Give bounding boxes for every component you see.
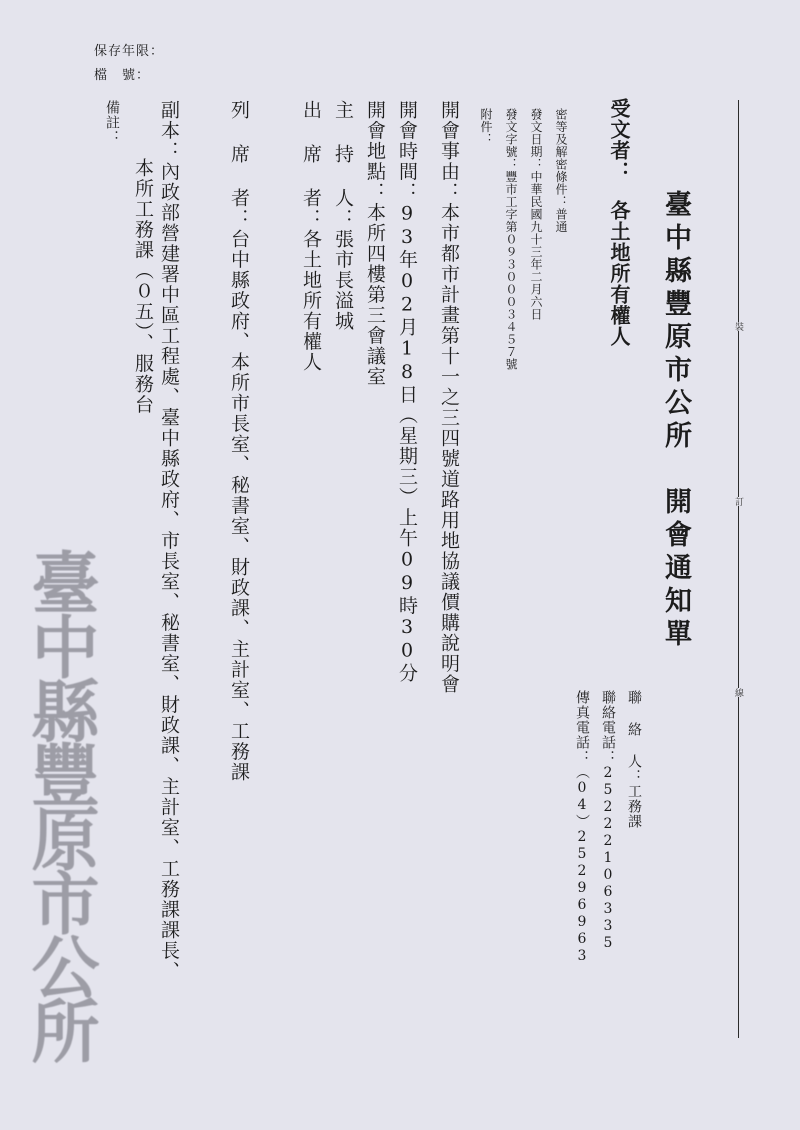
file-number-label: 檔 號： bbox=[94, 68, 151, 83]
binding-mark-3: 線 bbox=[733, 688, 743, 697]
meeting-subject: 開會事由：本市都市計畫第十一之三四號道路用地協議價購說明會 bbox=[438, 100, 460, 695]
document-number: 發文字號：豐市工字第０９３０００３４５７號 bbox=[504, 108, 518, 371]
remarks-label: 備註： bbox=[104, 100, 120, 145]
binding-mark-1: 裝 bbox=[733, 322, 743, 331]
recipient-label: 受文者： bbox=[607, 98, 631, 182]
copies-line-2: 本所工務課（０五）、服務台 bbox=[132, 158, 154, 415]
meeting-location: 開會地點：本所四樓第三會議室 bbox=[364, 100, 386, 387]
issue-date: 發文日期：中華民國九十三年二月六日 bbox=[529, 108, 543, 321]
security-level: 密等及解密條件：普通 bbox=[554, 108, 568, 233]
recipient-line bbox=[605, 98, 634, 347]
meeting-attendees: 出 席 者：各土地所有權人 bbox=[300, 100, 322, 373]
contact-phone: 聯絡電話：25222106335 bbox=[600, 690, 616, 952]
binding-mark-2: 訂 bbox=[733, 497, 743, 506]
meeting-chair: 主 持 人：張市長溢城 bbox=[332, 100, 354, 332]
retention-label: 保存年限： bbox=[94, 44, 165, 59]
contact-person: 聯 絡 人：工務課 bbox=[626, 690, 642, 829]
contact-fax: 傳真電話：（04）25296963 bbox=[574, 690, 590, 965]
attachments: 附件： bbox=[479, 108, 493, 146]
meeting-observers: 列 席 者：台中縣政府、本所市長室、秘書室、財政課、主計室、工務課 bbox=[228, 100, 250, 783]
official-seal-stamp: 臺中縣豐原市公所 bbox=[20, 548, 100, 1060]
meeting-time: 開會時間：93年02月18日（星期三）上午09時30分 bbox=[396, 100, 418, 684]
copies-line-1: 副本：內政部營建署中區工程處、臺中縣政府、市長室、秘書室、財政課、主計室、工務課課長、 bbox=[158, 100, 180, 982]
binding-line bbox=[738, 100, 739, 1038]
page-title: 臺中縣豐原市公所 開會通知單 bbox=[660, 190, 691, 652]
recipient-value: 各土地所有權人 bbox=[607, 200, 631, 347]
